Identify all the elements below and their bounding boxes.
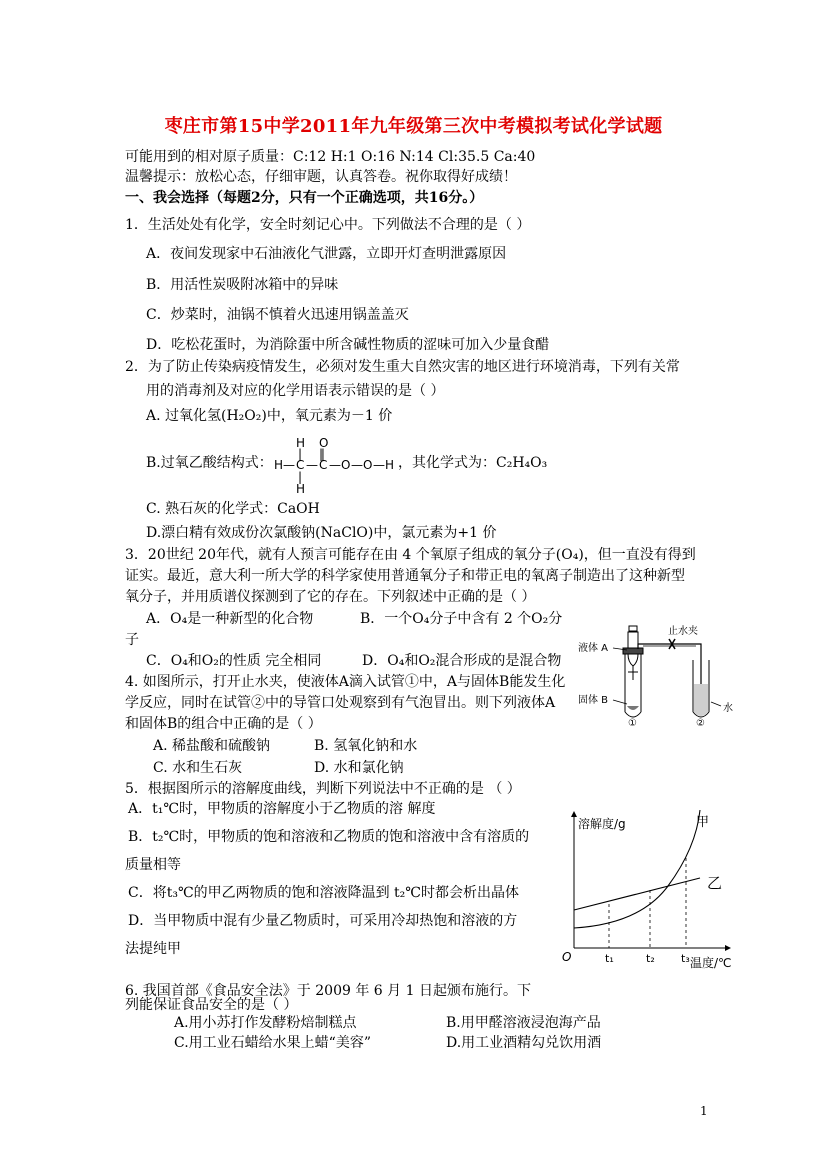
q4-option-c: C. 水和生石灰 <box>153 760 243 776</box>
struct-bond: — <box>283 458 295 472</box>
struct-double-bond: ‖ <box>319 447 325 461</box>
q2-option-d: D.漂白精有效成份次氯酸钠(NaClO)中，氯元素为+1 价 <box>146 525 497 541</box>
solubility-curve-chart <box>560 806 750 972</box>
q3-option-a: A．O₄是一种新型的化合物 <box>146 611 314 627</box>
y-axis-label: 溶解度/g <box>578 817 626 831</box>
struct-o1: O <box>341 458 351 472</box>
q3-stem-line3: 氧分子，并用质谱仪探测到了它的存在。下列叙述中正确的是（ ） <box>125 589 536 605</box>
q4-option-b: B. 氢氧化钠和水 <box>314 738 418 754</box>
label-solid-b: 固体 B <box>578 695 609 706</box>
struct-h-left: H <box>274 458 284 472</box>
delivery-tube <box>638 644 701 714</box>
q4-stem-line1: 4. 如图所示，打开止水夹，使液体A滴入试管①中，A与固体B能发生化 <box>125 674 566 690</box>
q3-option-b-line1: B．一个O₄分子中含有 2 个O₂分 <box>360 611 563 627</box>
series-yi-line <box>574 878 700 910</box>
tick-t3: t₃ <box>681 952 690 965</box>
tick-t1: t₁ <box>605 952 614 965</box>
q5-option-c: C．将t₃℃的甲乙两物质的饱和溶液降温到 t₂℃时都会析出晶体 <box>128 885 519 901</box>
q6-option-a: A.用小苏打作发酵粉焙制糕点 <box>174 1015 357 1031</box>
q1-option-b: B．用活性炭吸附冰箱中的异味 <box>146 277 339 293</box>
origin-label: O <box>562 950 572 964</box>
exam-tip: 温馨提示：放松心态，仔细审题，认真答卷。祝你取得好成绩！ <box>125 169 517 185</box>
q3-option-c: C．O₄和O₂的性质 完全相同 <box>146 653 322 669</box>
q2-option-b-prefix: B.过氧乙酸结构式： <box>146 455 273 471</box>
series-yi-label: 乙 <box>707 874 723 892</box>
struct-h-top: H <box>296 436 306 450</box>
x-axis-label: 温度/℃ <box>690 956 732 970</box>
page-number: 1 <box>700 1104 708 1118</box>
q2-stem-line1: 2．为了防止传染病疫情发生，必须对发生重大自然灾害的地区进行环境消毒，下列有关常 <box>125 359 680 375</box>
q6-option-d: D.用工业酒精勾兑饮用酒 <box>446 1035 602 1051</box>
struct-bond-vertical-top: | <box>298 447 303 461</box>
q3-stem-line1: 3．20世纪 20年代，就有人预言可能存在由 4 个氧原子组成的氧分子(O₄)，但一直没有得到 <box>125 547 696 563</box>
exam-title: 枣庄市第15中学2011年九年级第三次中考模拟考试化学试题 <box>164 116 663 137</box>
label-tube-2: ② <box>696 718 705 727</box>
struct-c2: C <box>319 458 328 472</box>
q5-stem: 5．根据图所示的溶解度曲线，判断下列说法中不正确的是 （ ） <box>125 781 521 797</box>
label-tube-1: ① <box>628 718 637 727</box>
struct-c1: C <box>296 458 305 472</box>
q6-stem-line2: 列能保证食品安全的是（ ） <box>125 997 298 1013</box>
q3-stem-line2: 证实。最近，意大利一所大学的科学家使用普通氧分子和带正电的氧离子制造出了这种新型 <box>125 568 685 584</box>
q4-option-d: D. 水和氯化钠 <box>314 760 404 776</box>
label-liquid-a: 液体 A <box>578 643 609 654</box>
section-heading: 一、我会选择（每题2分，只有一个正确选项，共16分。） <box>125 190 484 206</box>
q5-option-a: A．t₁℃时，甲物质的溶解度小于乙物质的溶 解度 <box>128 801 436 817</box>
q3-option-b-line2: 子 <box>125 632 139 648</box>
q4-option-a: A. 稀盐酸和硫酸钠 <box>153 738 271 754</box>
q2-option-a: A. 过氧化氢(H₂O₂)中，氧元素为－1 价 <box>146 408 393 424</box>
struct-bond-vertical-bottom: | <box>298 470 303 484</box>
label-water: 水 <box>723 703 733 714</box>
q2-option-c: C. 熟石灰的化学式：CaOH <box>146 501 320 517</box>
q5-option-d-line2: 法提纯甲 <box>125 941 181 957</box>
q4-stem-line3: 和固体B的组合中正确的是（ ） <box>125 716 322 732</box>
q3-option-d: D．O₄和O₂混合形成的是混合物 <box>362 653 562 669</box>
q6-option-b: B.用甲醛溶液浸泡海产品 <box>446 1015 601 1031</box>
q1-option-c: C．炒菜时，油锅不慎着火迅速用锅盖盖灭 <box>146 307 409 323</box>
q6-stem-line1: 6. 我国首部《食品安全法》于 2009 年 6 月 1 日起颁布施行。下 <box>125 983 531 999</box>
q6-option-c: C.用工业石蜡给水果上蜡“美容” <box>174 1035 371 1051</box>
struct-bond: — <box>306 458 318 472</box>
q2-option-b-suffix: ，其化学式为：C₂H₄O₃ <box>398 455 548 471</box>
struct-o-top: O <box>319 436 329 450</box>
q5-option-b-line2: 质量相等 <box>125 857 181 873</box>
tick-t2: t₂ <box>646 952 655 965</box>
series-jia-label: 甲 <box>696 815 710 830</box>
q1-stem: 1．生活处处有化学，安全时刻记心中。下列做法不合理的是（ ） <box>125 217 531 233</box>
peracetic-acid-structure <box>270 434 400 496</box>
q2-stem-line2: 用的消毒剂及对应的化学用语表示错误的是（ ） <box>146 383 445 399</box>
q4-apparatus-figure <box>576 622 746 727</box>
atomic-masses: 可能用到的相对原子质量：C:12 H:1 O:16 N:14 Cl:35.5 Ca:40 <box>125 149 536 165</box>
q5-option-d-line1: D．当甲物质中混有少量乙物质时，可采用冷却热饱和溶液的方 <box>128 913 518 929</box>
struct-o2: O <box>363 458 373 472</box>
label-stop-clip: 止水夹 <box>668 626 698 637</box>
test-tube-1 <box>623 648 643 717</box>
struct-h-bottom: H <box>296 482 306 496</box>
q1-option-a: A．夜间发现家中石油液化气泄露，立即开灯查明泄露原因 <box>146 246 507 262</box>
q4-stem-line2: 学反应，同时在试管②中的导管口处观察到有气泡冒出。则下列液体A <box>125 695 556 711</box>
struct-bond: — <box>351 458 363 472</box>
struct-h-right: H <box>385 458 395 472</box>
struct-bond: — <box>373 458 385 472</box>
struct-bond: — <box>329 458 341 472</box>
q1-option-d: D．吃松花蛋时，为消除蛋中所含碱性物质的涩味可加入少量食醋 <box>146 337 550 353</box>
q5-option-b-line1: B．t₂℃时，甲物质的饱和溶液和乙物质的饱和溶液中含有溶质的 <box>128 829 530 845</box>
